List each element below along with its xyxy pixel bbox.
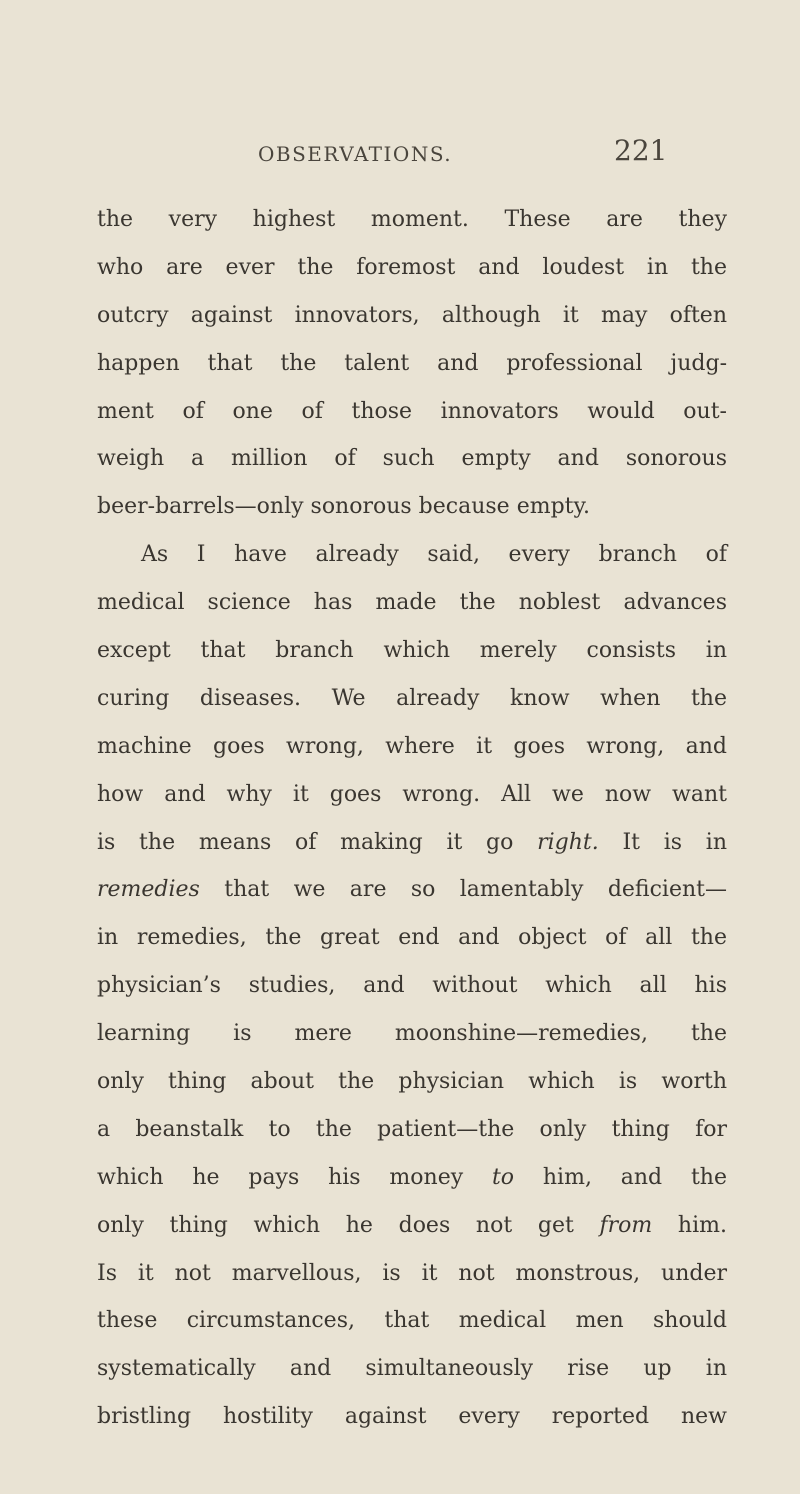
text-line: who are ever the foremost and loudest in the: [97, 254, 727, 280]
text-line: only thing about the physician which is worth: [97, 1069, 727, 1095]
text-line-mixed: [97, 1202, 727, 1250]
text-line: except that branch which merely consists in: [97, 638, 727, 664]
paragraph-start-line: As I have already said, every branch of: [141, 542, 727, 568]
text-line: outcry against innovators, although it may often: [97, 302, 727, 328]
text-line: the very highest moment. These are they: [97, 207, 727, 232]
text-line: these circumstances, that medical men should: [97, 1308, 727, 1334]
text-line: happen that the talent and professional judg-: [97, 350, 727, 376]
text-line: in remedies, the great end and object of all the: [97, 925, 727, 951]
text-line: machine goes wrong, where it goes wrong, and: [97, 733, 727, 759]
text-run: that we are so lamentably deficient—: [199, 877, 727, 903]
italic-emphasis: to: [491, 1164, 515, 1190]
text-line: bristling hostility against every reported new: [97, 1404, 727, 1430]
text-run: which he pays his money: [97, 1164, 492, 1190]
text-line: learning is mere moonshine—remedies, the: [97, 1021, 727, 1047]
text-line-mixed: [97, 819, 727, 867]
italic-emphasis: right.: [537, 829, 599, 855]
text-line: medical science has made the noblest advances: [97, 590, 727, 616]
running-head: OBSERVATIONS.: [258, 142, 453, 166]
text-line: weigh a million of such empty and sonorous: [97, 446, 727, 472]
text-run: him.: [652, 1212, 727, 1238]
text-line: Is it not marvellous, is it not monstrous, under: [97, 1260, 727, 1286]
text-line: systematically and simultaneously rise up in: [97, 1356, 727, 1382]
text-line: a beanstalk to the patient—the only thing for: [97, 1116, 727, 1142]
italic-emphasis: remedies: [97, 877, 200, 903]
italic-emphasis: from: [599, 1212, 653, 1238]
text-run: only thing which he does not get: [97, 1212, 600, 1238]
text-run: is the means of making it go: [97, 829, 538, 855]
text-line-mixed: [97, 866, 727, 914]
text-line: how and why it goes wrong. All we now want: [97, 781, 727, 807]
text-line-mixed: [97, 1154, 727, 1202]
text-line: physician’s studies, and without which all his: [97, 973, 727, 999]
page-number: 221: [614, 134, 668, 167]
text-run: It is in: [598, 829, 727, 855]
body-text: [97, 196, 727, 1441]
text-run: him, and the: [514, 1164, 727, 1190]
text-line: ment of one of those innovators would out-: [97, 398, 727, 424]
text-line: curing diseases. We already know when the: [97, 685, 727, 711]
text-line: beer-barrels—only sonorous because empty.: [97, 494, 591, 520]
